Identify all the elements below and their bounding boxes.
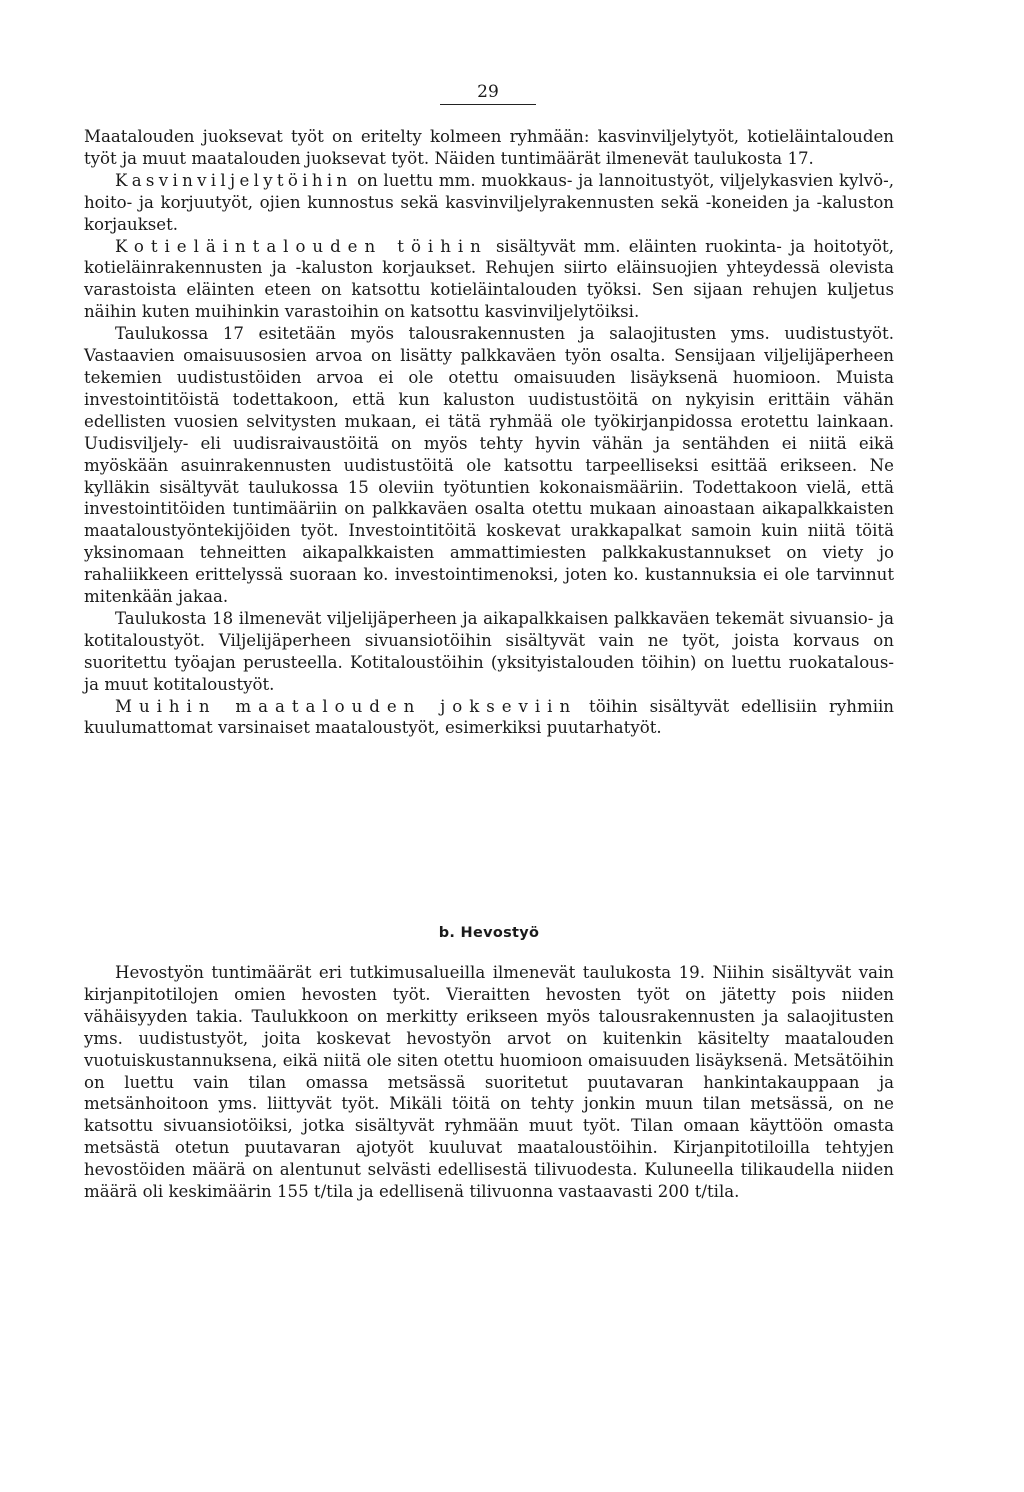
paragraph-text: Maatalouden juoksevat työt on eritelty kolmeen ryhmään: kasvinviljelytyöt, kotieläintalouden työt ja muut maatalouden juoksevat työt. Näiden tuntimäärät ilmenevät taulukosta 17.: [84, 127, 894, 168]
section-heading-hevostyo: b. Hevostyö: [438, 925, 540, 941]
paragraph-muut-tyot: [84, 696, 894, 740]
paragraph-intro: [84, 126, 894, 170]
paragraph-taulukko-18: [84, 608, 894, 696]
paragraph-text: Taulukossa 17 esitetään myös talousrakennusten ja salaojitusten yms. uudistustyöt. Vastaavien omaisuusosien arvoa on lisätty palkkaväen työn osalta. Sensijaan viljelijäperheen tekemien uudistustöiden arvoa ei ole otettu omaisuuden lisäyksenä huomioon. Muista investointitöistä todettakoon, että kun kaluston uudistustöitä on nykyisin erittäin vähän edellisten vuosien selvitysten mukaan, ei tätä ryhmää ole työkirjanpidossa erotettu lainkaan. Uudisviljely- eli uudisraivaustöitä on myös tehty hyvin vähän ja sentähden ei niitä eikä myöskään asuinrakennusten uudistustöitä ole katsottu tarpeelliseksi esittää erikseen. Ne kylläkin sisältyvät taulukossa 15 oleviin työtuntien kokonaismääriin. Todettakoon vielä, että investointitöiden tuntimääriin on palkkaväen osalta otettu mukaan ainoastaan aikapalkkaisten maataloustyöntekijöiden työt. Investointitöitä koskevat urakkapalkat samoin kuin niitä töitä yksinomaan tehneitten aikapalkkaisten ammattimiesten palkkakustannukset on viety jo rahaliikkeen erittelyssä suoraan ko. investointimenoksi, joten ko. kustannuksia ei ole tarvinnut mitenkään jakaa.: [84, 324, 894, 607]
paragraph-text: on luettu mm. muokkaus- ja lannoitustyöt, viljelykasvien kylvö-, hoito- ja korjuutyöt, ojien kunnostus sekä kasvinviljelyrakennusten sekä -koneiden ja -kaluston korjaukset.: [84, 170, 894, 234]
paragraph-taulukko-17: [84, 323, 894, 608]
spaced-term-kotielaintalous: Kotieläintalouden töihin: [115, 236, 488, 256]
paragraph-hevostyo: [84, 962, 894, 1203]
section-b-body: [84, 962, 894, 1203]
section-a-body: [84, 126, 894, 739]
paragraph-text: Taulukosta 18 ilmenevät viljelijäperheen ja aikapalkkaisen palkkaväen tekemät sivuansio- ja kotitaloustyöt. Viljelijäperheen sivuansiotöihin sisältyvät vain ne työt, joista korvaus on suoritettu työajan perusteella. Kotitaloustöihin (yksityistalouden töihin) on luettu ruokatalous- ja muut kotitaloustyöt.: [84, 608, 894, 694]
page-number: 29: [440, 82, 536, 105]
spaced-term-muut: Muihin maatalouden jokseviin: [115, 696, 578, 716]
paragraph-kasvinviljely: [84, 170, 894, 236]
paragraph-text: Hevostyön tuntimäärät eri tutkimusalueilla ilmenevät taulukosta 19. Niihin sisältyvät vain kirjanpitotilojen omien hevosten työt. Vieraitten hevosten työt on jätetty pois niiden vähäisyyden takia. Taulukkoon on merkitty erikseen myös talousrakennusten ja salaojitusten yms. uudistustyöt, joita koskevat hevostyön arvot on kuitenkin käsitelty maatalouden vuotuiskustannuksena, eikä niitä ole siten otettu huomioon omaisuuden lisäyksenä. Metsätöihin on luettu vain tilan omassa metsässä suoritetut puutavaran hankintakauppaan ja metsänhoitoon yms. liittyvät työt. Mikäli töitä on tehty jonkin muun tilan metsässä, on ne katsottu sivuansiotöiksi, jotka sisältyvät ryhmään muut työt. Tilan omaan käyttöön omasta metsästä otetun puutavaran ajotyöt kuuluvat maataloustöihin. Kirjanpitotiloilla tehtyjen hevostöiden määrä on alentunut selvästi edellisestä tilivuodesta. Kuluneella tilikaudella niiden määrä oli keskimäärin 155 t/tila ja edellisenä tilivuonna vastaavasti 200 t/tila.: [84, 963, 894, 1202]
paragraph-text: töihin sisältyvät edellisiin ryhmiin kuulumattomat varsinaiset maataloustyöt, esimerkiksi puutarhatyöt.: [84, 696, 894, 738]
paragraph-kotielaintalous: [84, 236, 894, 324]
spaced-term-kasvinviljely: Kasvinviljelytöihin: [115, 170, 352, 190]
paragraph-text: sisältyvät mm. eläinten ruokinta- ja hoitotyöt, kotieläinrakennusten ja -kaluston korjaukset. Rehujen siirto eläinsuojien yhteydessä olevista varastoista eläinten eteen on katsottu kotieläintalouden työksi. Sen sijaan rehujen kuljetus näihin kuten muihinkin varastoihin on katsottu kasvinviljelytöiksi.: [84, 236, 894, 322]
